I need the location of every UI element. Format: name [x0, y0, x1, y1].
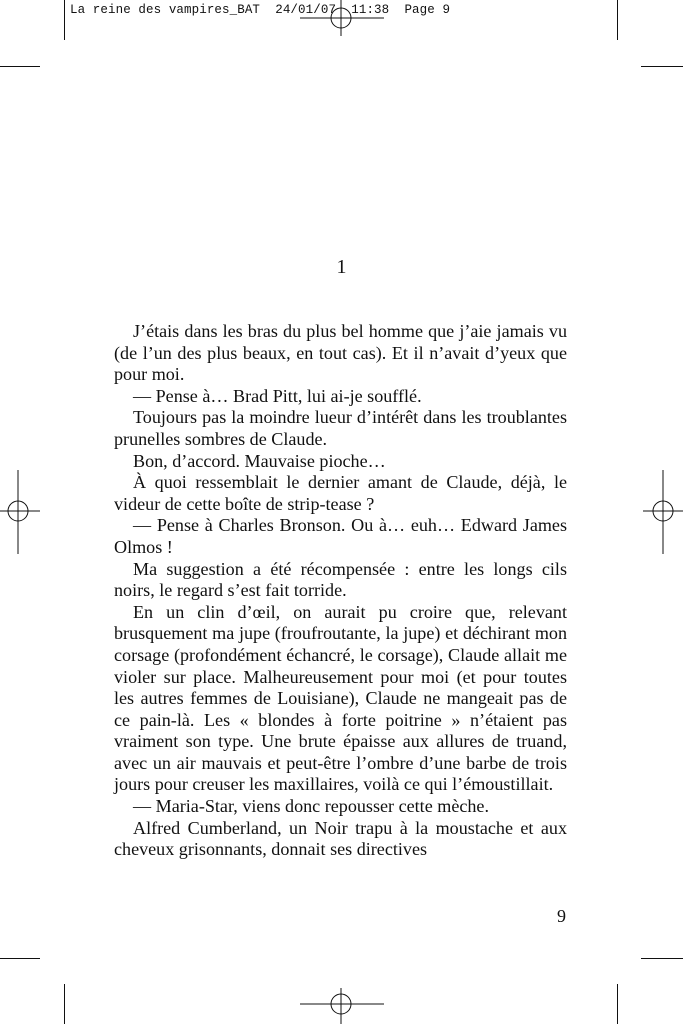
crop-mark-bottom-right-horizontal [641, 958, 683, 959]
crop-mark-top-right-vertical [617, 0, 618, 40]
page-number: 9 [557, 906, 566, 926]
crop-mark-bottom-left-vertical [64, 984, 65, 1024]
paragraph: Toujours pas la moindre lueur d’intérêt dans les troublantes prunelles sombres de Claude. [114, 407, 567, 449]
paragraph: J’étais dans les bras du plus bel homme que j’aie jamais vu (de l’un des plus beaux, en tout cas). Et il n’avait d’yeux que pour moi. [114, 321, 567, 385]
crop-mark-bottom-right-vertical [617, 984, 618, 1024]
crop-mark-top-left-horizontal [0, 66, 40, 67]
paragraph: Bon, d’accord. Mauvaise pioche… [133, 450, 386, 471]
paragraph: — Pense à Charles Bronson. Ou à… euh… Edward James Olmos ! [114, 515, 567, 557]
chapter-number: 1 [336, 256, 347, 278]
print-slug-line: La reine des vampires_BAT 24/01/07 11:38 Page 9 [70, 3, 451, 17]
paragraph: À quoi ressemblait le dernier amant de Claude, déjà, le videur de cette boîte de strip-tease ? [114, 472, 567, 514]
crop-mark-top-left-vertical [64, 0, 65, 40]
crop-mark-bottom-left-horizontal [0, 958, 40, 959]
crop-mark-top-right-horizontal [641, 66, 683, 67]
paragraph: En un clin d’œil, on aurait pu croire que, relevant brusquement ma jupe (froufroutante, la jupe) et déchirant mon corsage (profondément échancré, le corsage), Claude allait me violer sur place. Malheureusement pour moi (et pour toutes les autres femmes de Louisiane), Claude ne mangeait pas de ce pain-là. Les « blondes à forte poitrine » n’étaient pas vraiment son type. Une brute épaisse aux allures de truand, avec un air mauvais et peut-être l’ombre d’une barbe de trois jours pour creuser les maxillaires, voilà ce qui l’émoustillait. [114, 601, 567, 795]
paragraph: Alfred Cumberland, un Noir trapu à la moustache et aux cheveux grisonnants, donnait ses directives [114, 817, 567, 860]
paragraph: — Pense à… Brad Pitt, lui ai-je soufflé. [133, 385, 422, 406]
paragraph: Ma suggestion a été récompensée : entre les longs cils noirs, le regard s’est fait torride. [114, 558, 567, 601]
registration-mark-left [0, 470, 40, 554]
registration-mark-bottom [300, 984, 384, 1024]
body-text [114, 321, 567, 861]
registration-mark-top [300, 0, 384, 40]
paragraph: — Maria-Star, viens donc repousser cette mèche. [133, 796, 489, 817]
registration-mark-right [643, 470, 683, 554]
